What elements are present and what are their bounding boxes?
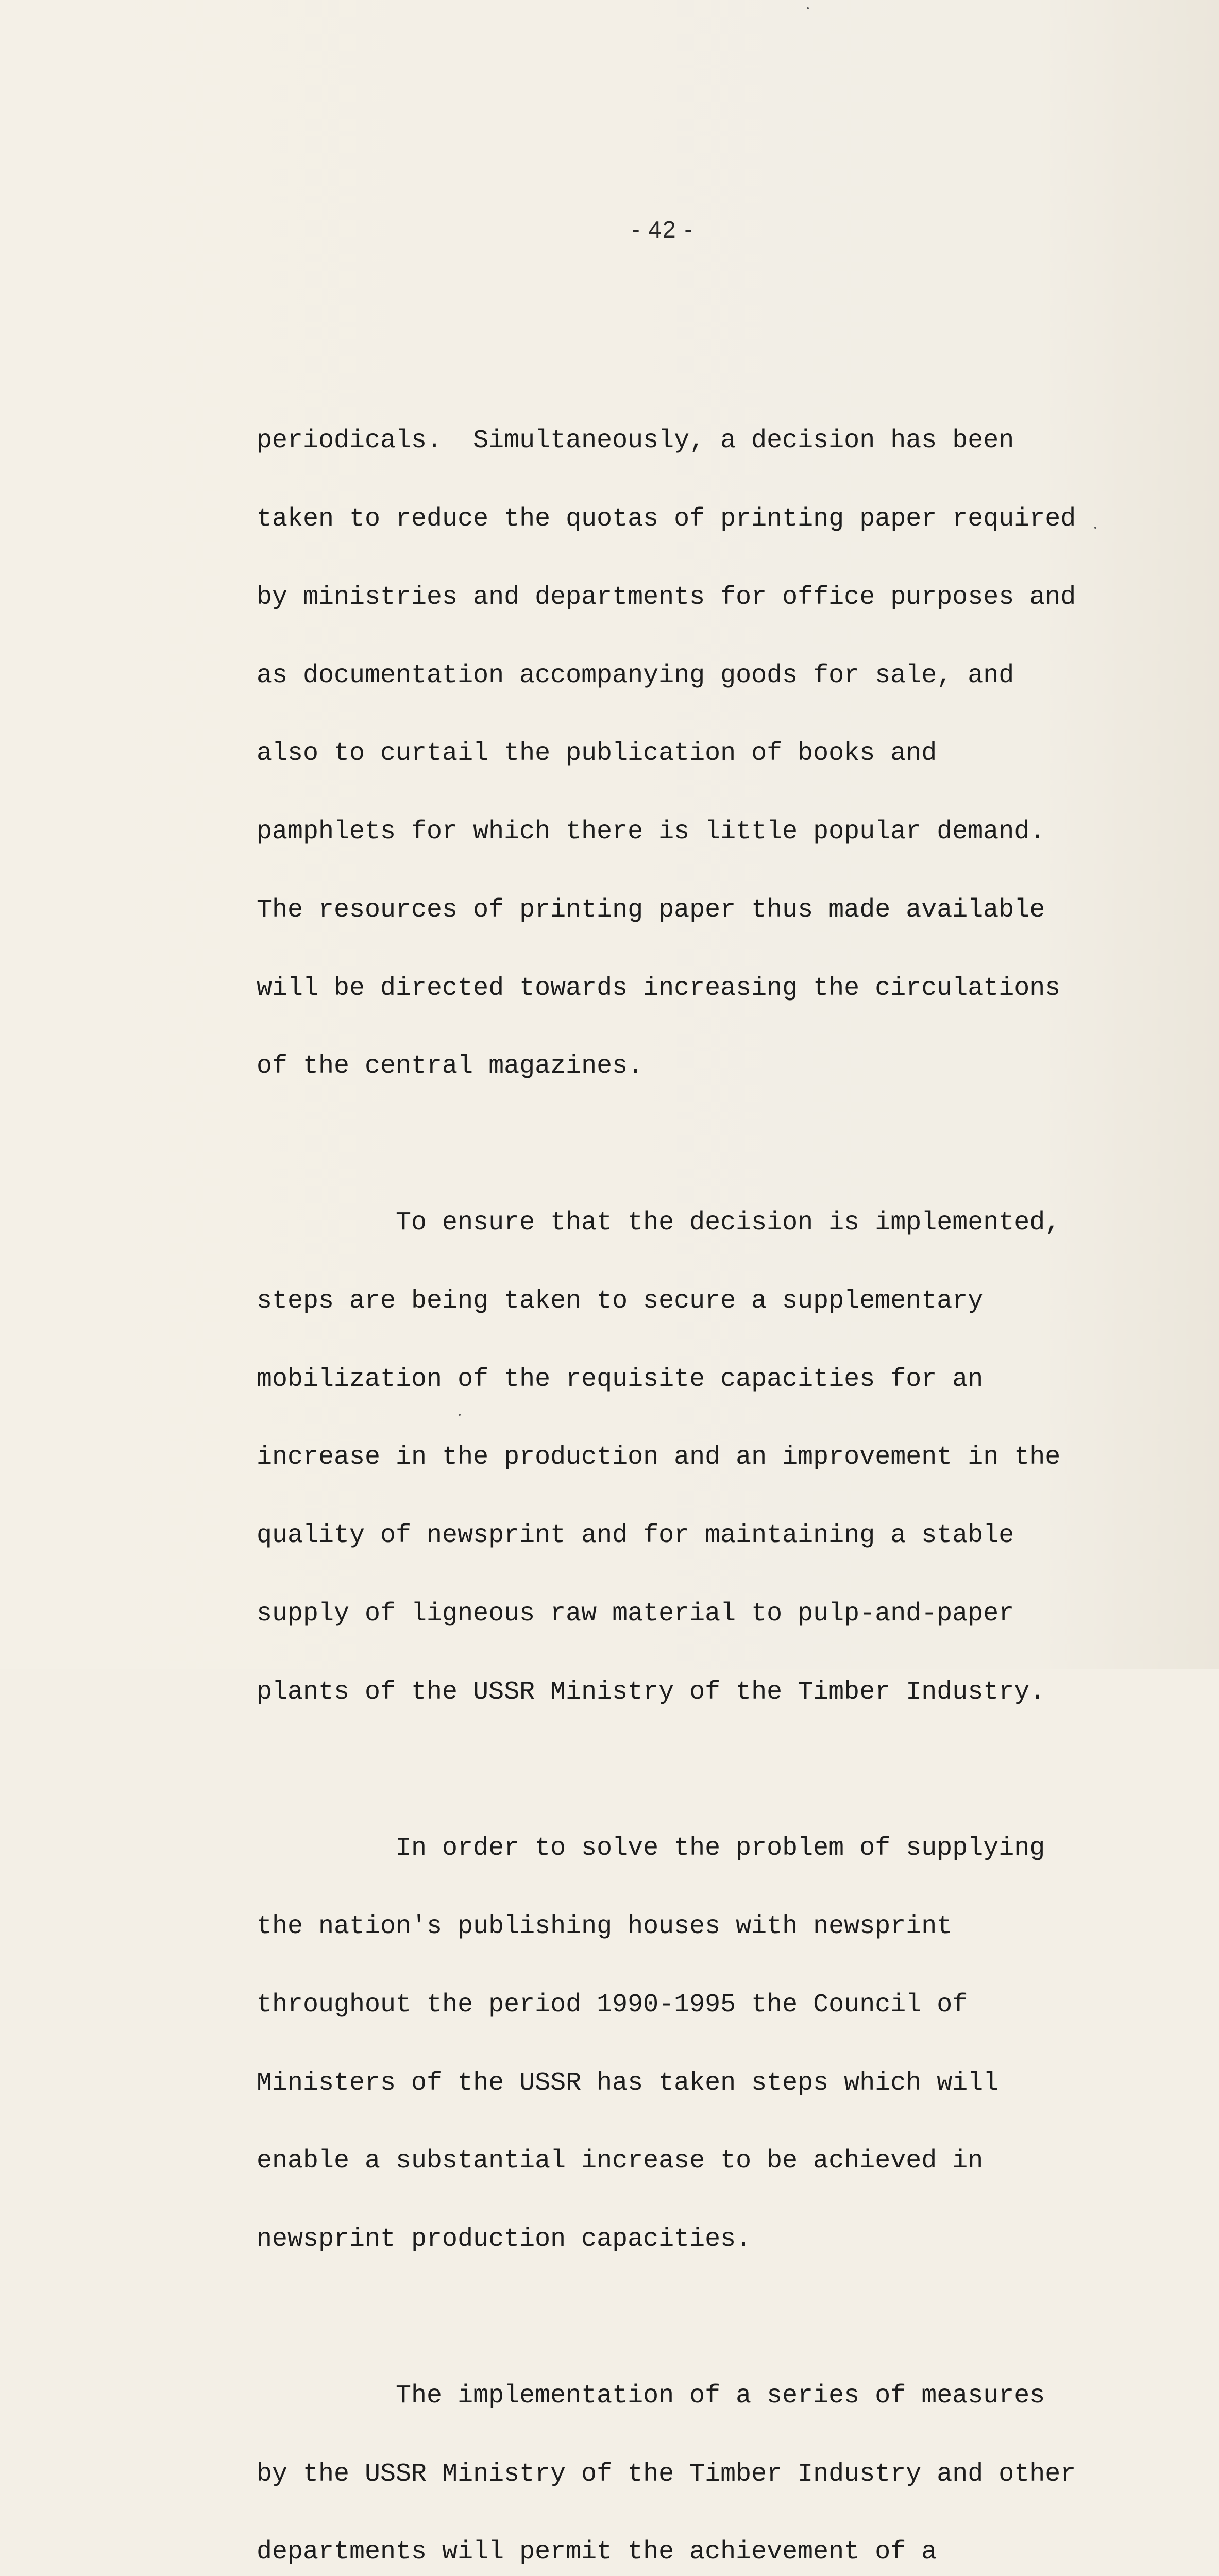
text-line: The resources of printing paper thus made available xyxy=(257,895,1045,925)
text-line: newsprint production capacities. xyxy=(257,2225,752,2255)
scan-speck xyxy=(807,7,809,9)
text-line: by ministries and departments for office purposes and xyxy=(257,582,1076,612)
body-text xyxy=(257,376,1132,2576)
text-line: throughout the period 1990-1995 the Council of xyxy=(257,1990,968,2020)
scan-speck xyxy=(459,1414,461,1416)
text-line: In order to solve the problem of supplying xyxy=(257,1834,1045,1863)
text-line: To ensure that the decision is implemented, xyxy=(257,1208,1061,1238)
text-line: plants of the USSR Ministry of the Timber Industry. xyxy=(257,1677,1045,1707)
page-number: - 42 - xyxy=(632,216,693,243)
text-line: also to curtail the publication of books and xyxy=(257,739,937,769)
text-line: mobilization of the requisite capacities for an xyxy=(257,1364,984,1394)
text-line: taken to reduce the quotas of printing paper required xyxy=(257,504,1076,534)
text-line: as documentation accompanying goods for sale, and xyxy=(257,660,1014,690)
text-line: Ministers of the USSR has taken steps which will xyxy=(257,2068,999,2098)
paragraph-3 xyxy=(257,1784,1132,2305)
text-line: quality of newsprint and for maintaining a stable xyxy=(257,1521,1014,1551)
text-line: The implementation of a series of measures xyxy=(257,2381,1045,2411)
text-line: increase in the production and an improvement in the xyxy=(257,1443,1061,1472)
scan-speck xyxy=(1094,527,1096,529)
text-line: by the USSR Ministry of the Timber Industry and other xyxy=(257,2459,1076,2489)
paragraph-2 xyxy=(257,1158,1132,1758)
paragraph-1 xyxy=(257,376,1132,1132)
text-line: will be directed towards increasing the circulations xyxy=(257,973,1061,1003)
text-line: pamphlets for which there is little popular demand. xyxy=(257,817,1045,847)
text-line: of the central magazines. xyxy=(257,1052,644,1081)
text-line: steps are being taken to secure a supplementary xyxy=(257,1286,984,1316)
text-line: supply of ligneous raw material to pulp-and-paper xyxy=(257,1599,1014,1629)
text-line: enable a substantial increase to be achieved in xyxy=(257,2146,984,2176)
paragraph-4 xyxy=(257,2331,1132,2576)
text-line: departments will permit the achievement of a xyxy=(257,2537,937,2567)
text-line: the nation's publishing houses with newsprint xyxy=(257,1912,953,1942)
text-line: periodicals. Simultaneously, a decision has been xyxy=(257,426,1014,456)
